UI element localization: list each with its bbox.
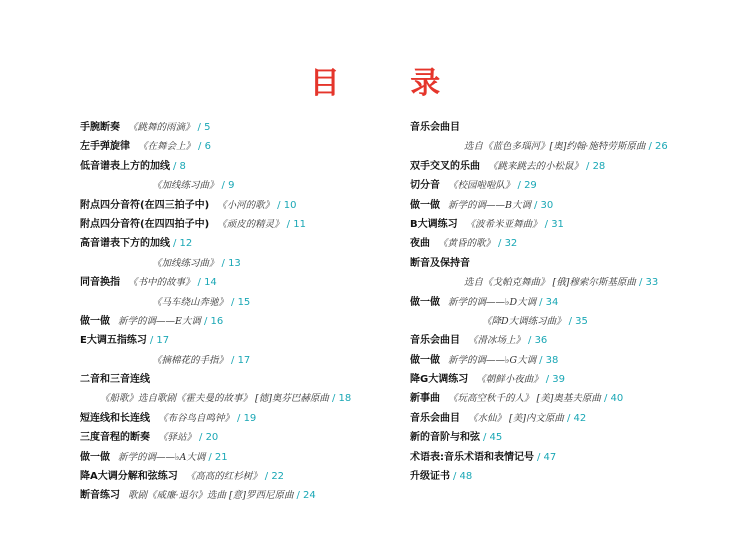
toc-entry-piece: 歌剧《威廉·退尔》选曲 [意]罗西尼原曲 bbox=[128, 490, 294, 502]
toc-entry-heading: 切分音 bbox=[410, 180, 440, 192]
toc-entry-page-number: / 21 bbox=[208, 451, 228, 463]
toc-entry bbox=[410, 293, 730, 312]
toc-entry-heading: 术语表:音乐术语和表情记号 bbox=[410, 451, 534, 463]
toc-entry bbox=[410, 273, 730, 292]
toc-entry-piece: 《降D大调练习曲》 bbox=[482, 315, 566, 327]
toc-entry-heading: 同音换指 bbox=[80, 277, 120, 289]
toc-entry-page-number: / 26 bbox=[648, 141, 668, 153]
toc-entry-piece: 《波希米亚舞曲》 bbox=[465, 218, 542, 230]
toc-entry bbox=[410, 409, 730, 428]
toc-entry-page-number: / 42 bbox=[566, 412, 587, 424]
toc-entry bbox=[410, 467, 730, 486]
toc-entry-heading: 新的音阶与和弦 bbox=[410, 432, 480, 444]
toc-entry-heading: B大调练习 bbox=[410, 218, 458, 230]
toc-entry-piece: 新学的调——♭G大调 bbox=[448, 354, 537, 366]
toc-entry-page-number: / 19 bbox=[237, 412, 257, 424]
toc-entry bbox=[410, 118, 730, 137]
toc-entry bbox=[80, 312, 400, 331]
toc-right-column bbox=[410, 118, 730, 486]
toc-entry-heading: 二音和三音连线 bbox=[80, 374, 150, 386]
toc-entry bbox=[80, 176, 400, 195]
toc-entry-heading: 高音谱表下方的加线 bbox=[80, 238, 170, 250]
toc-entry-heading: E大调五指练习 bbox=[80, 335, 147, 347]
toc-entry-page-number: / 24 bbox=[296, 490, 316, 502]
toc-entry-heading: 断音练习 bbox=[80, 490, 120, 502]
toc-entry bbox=[80, 157, 400, 176]
toc-entry-piece: 《驿站》 bbox=[158, 432, 197, 444]
toc-entry-page-number: / 47 bbox=[537, 451, 557, 463]
toc-entry bbox=[80, 234, 400, 253]
toc-entry-heading: 附点四分音符(在四四拍子中) bbox=[80, 218, 210, 230]
toc-entry-page-number: / 17 bbox=[149, 335, 170, 347]
toc-entry bbox=[410, 331, 730, 350]
toc-entry-page-number: / 5 bbox=[197, 122, 211, 133]
toc-entry-piece: 新学的调——♭D大调 bbox=[448, 296, 537, 308]
toc-entry-page-number: / 45 bbox=[483, 432, 503, 444]
toc-entry bbox=[80, 448, 400, 467]
toc-entry-heading: 做一做 bbox=[80, 451, 110, 463]
toc-entry bbox=[410, 389, 730, 408]
toc-entry bbox=[80, 293, 400, 312]
toc-entry bbox=[410, 157, 730, 176]
toc-entry-heading: 断音及保持音 bbox=[410, 257, 470, 269]
toc-entry-heading: 升级证书 bbox=[410, 471, 450, 483]
toc-entry-heading: 新事曲 bbox=[410, 393, 440, 405]
toc-entry-piece: 《书中的故事》 bbox=[128, 277, 195, 289]
toc-entry-page-number: / 13 bbox=[221, 257, 241, 269]
toc-entry-heading: 附点四分音符(在四三拍子中) bbox=[80, 199, 210, 211]
page-title: 目 录 bbox=[309, 66, 471, 101]
toc-entry-page-number: / 11 bbox=[286, 218, 306, 230]
toc-entry-page-number: / 15 bbox=[231, 296, 251, 308]
toc-entry-page-number: / 36 bbox=[528, 335, 548, 347]
toc-entry-piece: 《跳舞的雨滴》 bbox=[128, 122, 195, 133]
toc-entry-piece: 《滑冰场上》 bbox=[468, 335, 526, 347]
toc-entry bbox=[410, 176, 730, 195]
toc-entry-page-number: / 34 bbox=[539, 296, 559, 308]
toc-entry-piece: 选自《戈帕克舞曲》 [俄]穆索尔斯基原曲 bbox=[464, 277, 636, 289]
toc-entry bbox=[80, 467, 400, 486]
toc-entry bbox=[80, 254, 400, 273]
toc-entry-page-number: / 29 bbox=[517, 180, 537, 192]
toc-entry-heading: 三度音程的断奏 bbox=[80, 432, 150, 444]
toc-left-column bbox=[80, 118, 400, 506]
toc-entry-piece: 《跳来跳去的小松鼠》 bbox=[488, 160, 584, 172]
toc-entry-page-number: / 12 bbox=[173, 238, 193, 250]
toc-entry-piece: 《小河的歌》 bbox=[217, 199, 275, 211]
toc-entry-piece: 《朝鲜小夜曲》 bbox=[476, 374, 543, 386]
toc-entry-heading: 降A大调分解和弦练习 bbox=[80, 471, 178, 483]
toc-entry bbox=[410, 215, 730, 234]
toc-entry-piece: 《在舞会上》 bbox=[138, 141, 196, 153]
toc-entry-heading: 双手交叉的乐曲 bbox=[410, 160, 480, 172]
toc-entry bbox=[410, 196, 730, 215]
toc-entry bbox=[410, 234, 730, 253]
toc-entry-page-number: / 20 bbox=[199, 432, 219, 444]
toc-entry-heading: 做一做 bbox=[410, 199, 440, 211]
toc-entry-page-number: / 33 bbox=[638, 277, 659, 289]
toc-entry-page-number: / 9 bbox=[221, 180, 235, 192]
toc-entry bbox=[410, 137, 730, 156]
toc-entry-piece: 《加线练习曲》 bbox=[152, 180, 219, 192]
toc-entry-heading: 做一做 bbox=[80, 315, 110, 327]
toc-entry bbox=[80, 389, 400, 408]
toc-entry-page-number: / 8 bbox=[173, 160, 186, 172]
toc-entry-page-number: / 10 bbox=[277, 199, 297, 211]
toc-entry-piece: 新学的调——E大调 bbox=[118, 315, 201, 327]
toc-entry-page-number: / 40 bbox=[603, 393, 624, 405]
toc-entry-piece: 新学的调——♭A大调 bbox=[118, 451, 206, 463]
toc-entry-page-number: / 31 bbox=[544, 218, 564, 230]
toc-entry-piece: 《玩高空秋千的人》 [美]奥基夫原曲 bbox=[448, 393, 601, 405]
toc-entry bbox=[80, 273, 400, 292]
toc-entry-piece: 《校园啦啦队》 bbox=[448, 180, 515, 192]
toc-entry-piece: 《布谷鸟自鸣钟》 bbox=[158, 412, 235, 424]
toc-entry-heading: 手腕断奏 bbox=[80, 122, 120, 133]
toc-entry-page-number: / 39 bbox=[545, 374, 566, 386]
toc-entry-page-number: / 22 bbox=[264, 471, 285, 483]
toc-entry-heading: 音乐会曲目 bbox=[410, 122, 460, 133]
toc-entry bbox=[80, 215, 400, 234]
toc-entry-piece: 新学的调——B大调 bbox=[448, 199, 531, 211]
toc-entry-heading: 做一做 bbox=[410, 354, 440, 366]
toc-entry-heading: 降G大调练习 bbox=[410, 374, 469, 386]
toc-entry-piece: 《顽皮的精灵》 bbox=[217, 218, 284, 230]
toc-entry-page-number: / 16 bbox=[203, 315, 224, 327]
toc-entry-heading: 音乐会曲目 bbox=[410, 412, 460, 424]
toc-entry bbox=[80, 409, 400, 428]
toc-entry-page-number: / 30 bbox=[533, 199, 554, 211]
toc-entry-page-number: / 28 bbox=[586, 160, 606, 172]
toc-entry-piece: 《黄昏的歌》 bbox=[438, 238, 496, 250]
toc-entry-page-number: / 6 bbox=[198, 141, 211, 153]
toc-entry-heading: 低音谱表上方的加线 bbox=[80, 160, 170, 172]
toc-entry bbox=[80, 196, 400, 215]
toc-entry-page-number: / 17 bbox=[231, 354, 251, 366]
toc-entry-heading: 夜曲 bbox=[410, 238, 430, 250]
toc-entry-piece: 《加线练习曲》 bbox=[152, 257, 219, 269]
toc-entry bbox=[80, 370, 400, 389]
toc-entry-piece: 《马车绕山奔驰》 bbox=[152, 296, 229, 308]
toc-entry-piece: 《水仙》 [美]内文原曲 bbox=[468, 412, 564, 424]
toc-entry-heading: 左手弹旋律 bbox=[80, 141, 130, 153]
toc-entry-piece: 《船歌》选自歌剧《霍夫曼的故事》 [德]奥芬巴赫原曲 bbox=[100, 393, 329, 405]
toc-entry bbox=[80, 137, 400, 156]
toc-entry bbox=[410, 254, 730, 273]
toc-entry-heading: 做一做 bbox=[410, 296, 440, 308]
toc-entry-page-number: / 32 bbox=[498, 238, 518, 250]
toc-entry-page-number: / 35 bbox=[568, 315, 588, 327]
toc-entry bbox=[410, 370, 730, 389]
toc-entry bbox=[80, 486, 400, 505]
toc-entry bbox=[410, 428, 730, 447]
toc-entry bbox=[80, 428, 400, 447]
toc-entry bbox=[410, 448, 730, 467]
toc-entry bbox=[410, 312, 730, 331]
toc-entry bbox=[80, 351, 400, 370]
toc-entry bbox=[410, 351, 730, 370]
toc-entry bbox=[80, 331, 400, 350]
toc-entry-page-number: / 48 bbox=[453, 471, 473, 483]
toc-entry-page-number: / 18 bbox=[331, 393, 352, 405]
toc-entry-piece: 选自《蓝色多瑙河》[奥]约翰·施特劳斯原曲 bbox=[464, 141, 646, 153]
toc-entry-piece: 《摘棉花的手指》 bbox=[152, 354, 229, 366]
toc-entry-piece: 《高高的红杉树》 bbox=[185, 471, 262, 483]
toc-entry-page-number: / 14 bbox=[197, 277, 217, 289]
toc-entry-page-number: / 38 bbox=[539, 354, 559, 366]
toc-entry-heading: 音乐会曲目 bbox=[410, 335, 460, 347]
toc-entry bbox=[80, 118, 400, 137]
toc-entry-heading: 短连线和长连线 bbox=[80, 412, 150, 424]
